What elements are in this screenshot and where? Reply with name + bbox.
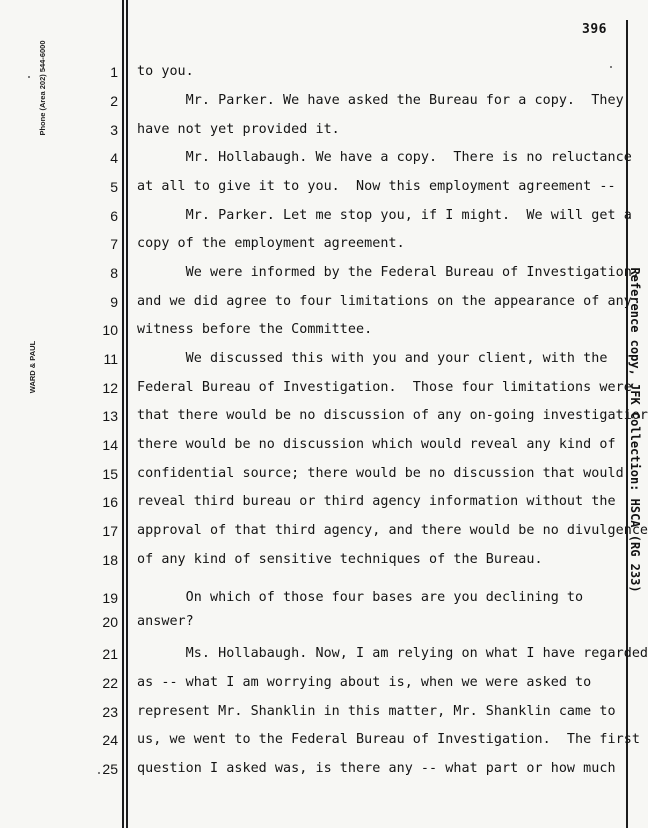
line-text: Federal Bureau of Investigation. Those four limitations were xyxy=(137,380,632,395)
line-text: to you. xyxy=(137,64,194,79)
line-number: 17 xyxy=(102,523,118,539)
line-number: 20 xyxy=(102,614,118,630)
line-text: that there would be no discussion of any on-going investigatior xyxy=(137,408,648,423)
left-margin-rule-inner xyxy=(126,0,128,828)
line-number: 2 xyxy=(110,93,118,109)
line-text: Mr. Hollabaugh. We have a copy. There is no reluctance xyxy=(137,150,632,165)
line-text: We were informed by the Federal Bureau of Investigation, xyxy=(137,265,640,280)
line-text: confidential source; there would be no discussion that would xyxy=(137,466,624,481)
margin-speck xyxy=(610,66,612,68)
line-number: 8 xyxy=(110,265,118,281)
line-text: have not yet provided it. xyxy=(137,122,340,137)
line-number: 14 xyxy=(102,437,118,453)
line-number: 5 xyxy=(110,179,118,195)
line-number: 11 xyxy=(103,351,118,367)
line-number: 3 xyxy=(110,122,118,138)
line-text: Mr. Parker. We have asked the Bureau for a copy. They xyxy=(137,93,624,108)
line-number: 16 xyxy=(102,494,118,510)
line-number: 22 xyxy=(102,675,118,691)
line-number: 13 xyxy=(102,408,118,424)
line-text: answer? xyxy=(137,614,194,629)
line-number: 1 xyxy=(110,64,118,80)
line-text: Mr. Parker. Let me stop you, if I might. We will get a xyxy=(137,208,632,223)
reporter-name-margin-text: WARD & PAUL xyxy=(28,340,37,394)
line-text: reveal third bureau or third agency information without the xyxy=(137,494,616,509)
line-number: 6 xyxy=(110,208,118,224)
left-margin-rule-outer xyxy=(122,0,124,828)
line-number: 12 xyxy=(102,380,118,396)
phone-number-margin-text: Phone (Area 202) 544-6000 xyxy=(38,40,47,136)
line-text: We discussed this with you and your client, with the xyxy=(137,351,608,366)
line-text: witness before the Committee. xyxy=(137,322,373,337)
line-text: approval of that third agency, and there would be no divulgence xyxy=(137,523,648,538)
line-number: 9 xyxy=(110,294,118,310)
line-text: copy of the employment agreement. xyxy=(137,236,405,251)
line-text: there would be no discussion which would reveal any kind of xyxy=(137,437,616,452)
line-text: On which of those four bases are you declining to xyxy=(137,590,584,605)
line-number: 25 xyxy=(102,761,118,777)
line-number: 10 xyxy=(102,322,118,338)
line-number: 21 xyxy=(102,646,118,662)
line-text: and we did agree to four limitations on the appearance of any xyxy=(137,294,632,309)
line-number: 7 xyxy=(110,236,118,252)
line-number: 19 xyxy=(102,590,118,606)
reference-copy-margin-text: Reference copy, JFK Collection: HSCA (RG 233) xyxy=(628,267,642,593)
line-number: 24 xyxy=(102,732,118,748)
line-text: at all to give it to you. Now this employment agreement -- xyxy=(137,179,616,194)
line-text: us, we went to the Federal Bureau of Investigation. The first xyxy=(137,732,640,747)
line-number: 23 xyxy=(102,704,118,720)
line-number: 15 xyxy=(102,466,118,482)
line-text: represent Mr. Shanklin in this matter, Mr. Shanklin came to xyxy=(137,704,616,719)
line-text: question I asked was, is there any -- what part or how much xyxy=(137,761,616,776)
line-number: 18 xyxy=(102,552,118,568)
line-text: of any kind of sensitive techniques of the Bureau. xyxy=(137,552,543,567)
line-text: Ms. Hollabaugh. Now, I am relying on what I have regarded xyxy=(137,646,648,661)
line-number: 4 xyxy=(110,150,118,166)
line-text: as -- what I am worrying about is, when we were asked to xyxy=(137,675,592,690)
margin-speck xyxy=(28,76,30,78)
page-number: 396 xyxy=(582,22,607,37)
